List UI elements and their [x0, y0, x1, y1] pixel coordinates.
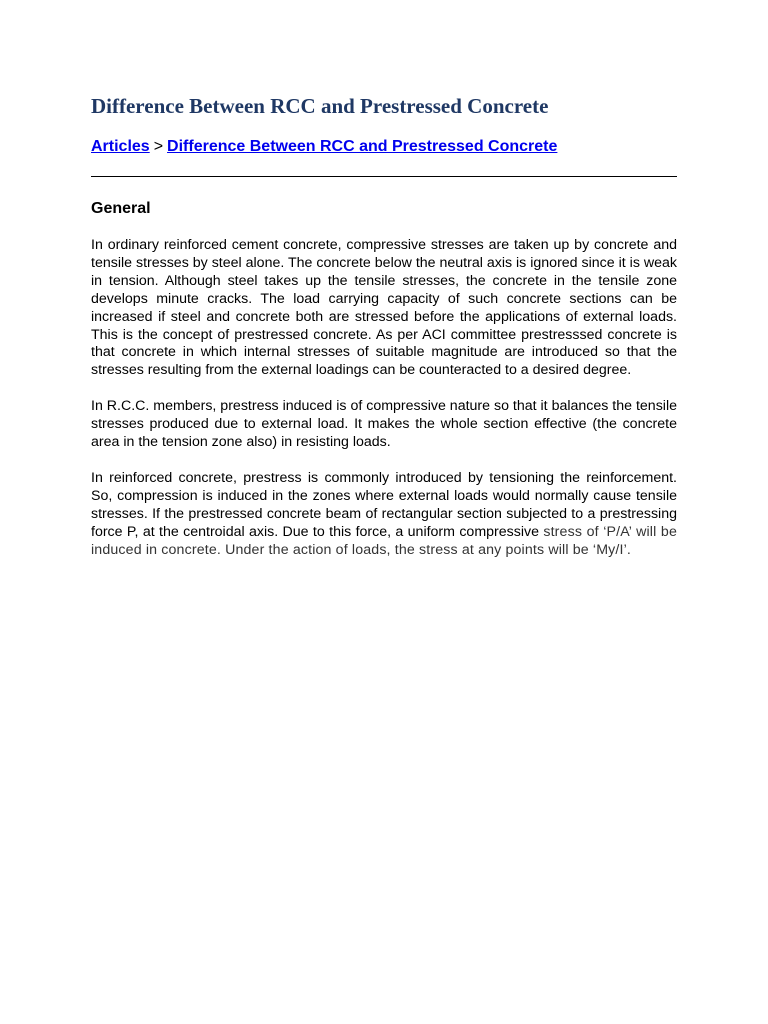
breadcrumb-link-current-article[interactable]: Difference Between RCC and Prestressed Concrete — [167, 138, 558, 155]
page-title: Difference Between RCC and Prestressed Concrete — [91, 94, 549, 118]
paragraph-3-part-1: In reinforced concrete, prestress is commonly introduced by tensioning the reinforcement. So, compression is induced in the zones where external loads would normally cause tensile stresses. If the prestressed concrete beam of rectangular section subjected to a prestressing force P, at the centroidal axis. Due to this force, a uniform compressive — [91, 469, 677, 540]
paragraph-2: In R.C.C. members, prestress induced is of compressive nature so that it balances the tensile stresses produced due to external load. It makes the whole section effective (the concrete area in the tension zone also) in resisting loads. — [91, 398, 677, 451]
breadcrumb-separator: > — [153, 138, 164, 155]
section-heading-general: General — [91, 200, 151, 217]
paragraph-1: In ordinary reinforced cement concrete, compressive stresses are taken up by concrete and tensile stresses by steel alone. The concrete below the neutral axis is ignored since it is weak in tension. Although steel takes up the tensile stresses, the concrete in the tensile zone develops minute cracks. The load carrying capacity of such concrete sections can be increased if steel and concrete both are stressed before the applications of external loads. This is the concept of prestressed concrete. As per ACI committee prestresssed concrete is that concrete in which internal stresses of suitable magnitude are introduced so that the stresses resulting from the external loadings can be counteracted to a desired degree. — [91, 237, 677, 379]
breadcrumb — [91, 137, 677, 157]
breadcrumb-link-articles[interactable]: Articles — [91, 138, 150, 155]
paragraph-3-part-2: stress of ‘P/A’ will be induced in concrete. Under the action of loads, the stress at any points will be ‘My/I’. — [91, 523, 677, 558]
paragraph-3 — [91, 470, 677, 560]
document-page — [91, 92, 677, 560]
horizontal-divider — [91, 176, 677, 177]
